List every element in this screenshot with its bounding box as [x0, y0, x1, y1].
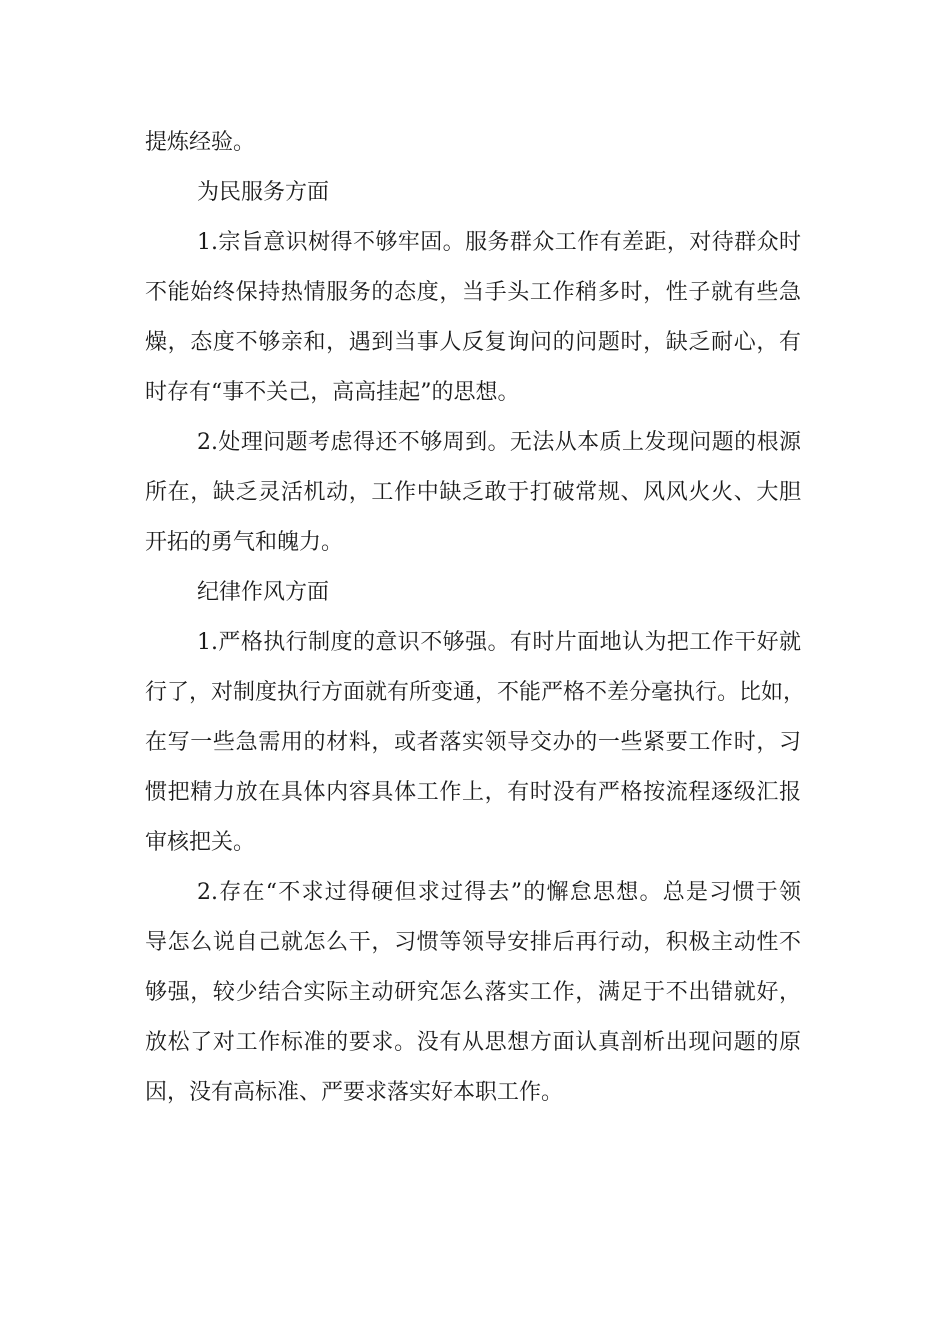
text-line: 不能始终保持热情服务的态度，当手头工作稍多时，性子就有些急: [145, 280, 801, 305]
paragraph: [145, 618, 806, 868]
text-line: 所在，缺乏灵活机动，工作中缺乏敢于打破常规、风风火火、大胆: [145, 480, 801, 505]
text-line: 燥，态度不够亲和，遇到当事人反复询问的问题时，缺乏耐心，有: [145, 330, 801, 355]
text-line: 提炼经验。: [145, 130, 256, 155]
paragraph: [145, 218, 801, 418]
text-line: 导怎么说自己就怎么干，习惯等领导安排后再行动，积极主动性不: [145, 930, 801, 955]
paragraph: [145, 418, 801, 568]
text-line: 开拓的勇气和魄力。: [145, 530, 344, 555]
document-page: [145, 118, 806, 1118]
text-line: 2.处理问题考虑得还不够周到。无法从本质上发现问题的根源: [197, 430, 801, 455]
text-line: 放松了对工作标准的要求。没有从思想方面认真剖析出现问题的原: [145, 1030, 801, 1055]
text-line: 时存有“事不关己，高高挂起”的思想。: [145, 380, 520, 405]
text-line: 行了，对制度执行方面就有所变通，不能严格不差分毫执行。比如，: [145, 680, 806, 705]
text-line: 够强，较少结合实际主动研究怎么落实工作，满足于不出错就好，: [145, 980, 801, 1005]
paragraph: [145, 118, 801, 168]
text-line: 惯把精力放在具体内容具体工作上，有时没有严格按流程逐级汇报: [145, 780, 801, 805]
section-heading: [145, 568, 801, 618]
text-line: 为民服务方面: [197, 180, 330, 205]
section-heading: [145, 168, 801, 218]
paragraph: [145, 868, 801, 1118]
text-line: 在写一些急需用的材料，或者落实领导交办的一些紧要工作时，习: [145, 730, 801, 755]
text-line: 纪律作风方面: [197, 580, 330, 605]
text-line: 1.严格执行制度的意识不够强。有时片面地认为把工作干好就: [197, 630, 801, 655]
text-line: 审核把关。: [145, 830, 256, 855]
text-line: 2.存在“不求过得硬但求过得去”的懈怠思想。总是习惯于领: [197, 880, 801, 905]
text-line: 1.宗旨意识树得不够牢固。服务群众工作有差距，对待群众时: [197, 230, 801, 255]
text-line: 因，没有高标准、严要求落实好本职工作。: [145, 1080, 564, 1105]
